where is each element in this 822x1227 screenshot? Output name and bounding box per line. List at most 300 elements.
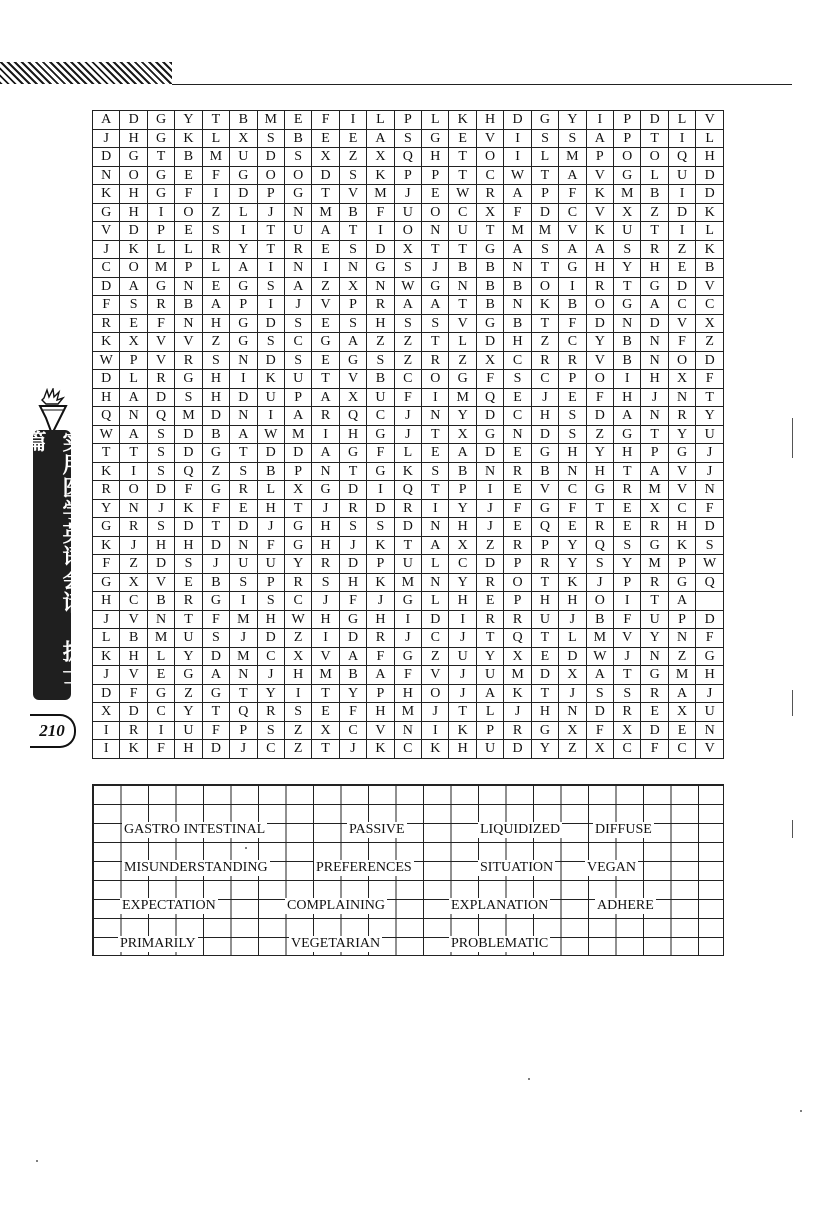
grid-cell: U <box>230 148 257 167</box>
grid-cell: X <box>120 573 147 592</box>
grid-cell: N <box>422 407 449 426</box>
grid-cell: G <box>531 111 558 130</box>
grid-cell: F <box>93 296 120 315</box>
grid-cell: E <box>422 185 449 204</box>
grid-cell: N <box>696 481 724 500</box>
grid-cell: N <box>696 721 724 740</box>
grid-cell: Z <box>531 333 558 352</box>
grid-cell: L <box>531 148 558 167</box>
grid-cell: D <box>696 518 724 537</box>
grid-cell: A <box>202 296 229 315</box>
grid-cell: E <box>559 518 586 537</box>
grid-cell: U <box>476 740 503 759</box>
grid-cell: P <box>531 185 558 204</box>
grid-cell: L <box>394 444 421 463</box>
grid-cell: C <box>559 481 586 500</box>
grid-cell: F <box>202 166 229 185</box>
grid-cell: O <box>422 203 449 222</box>
grid-row <box>93 462 724 481</box>
grid-cell: T <box>312 684 339 703</box>
grid-cell: H <box>202 314 229 333</box>
grid-cell: S <box>230 573 257 592</box>
grid-cell: A <box>339 333 366 352</box>
grid-cell: I <box>422 388 449 407</box>
grid-cell: Q <box>696 573 724 592</box>
grid-cell: E <box>449 129 476 148</box>
grid-cell: N <box>93 166 120 185</box>
grid-cell: U <box>449 222 476 241</box>
grid-cell: V <box>147 333 174 352</box>
grid-cell: G <box>668 444 695 463</box>
grid-cell: K <box>93 333 120 352</box>
grid-cell: E <box>120 314 147 333</box>
grid-cell: T <box>696 388 724 407</box>
grid-cell: A <box>339 647 366 666</box>
grid-cell: E <box>175 222 202 241</box>
grid-cell: J <box>93 610 120 629</box>
grid-cell: C <box>257 740 284 759</box>
grid-cell: G <box>147 277 174 296</box>
grid-cell: J <box>394 629 421 648</box>
grid-cell: G <box>394 647 421 666</box>
grid-cell: H <box>367 703 394 722</box>
grid-cell: H <box>175 740 202 759</box>
grid-cell: R <box>504 721 531 740</box>
grid-cell: B <box>476 259 503 278</box>
grid-cell: R <box>175 351 202 370</box>
grid-cell: G <box>367 425 394 444</box>
grid-cell: H <box>312 518 339 537</box>
grid-cell: F <box>559 314 586 333</box>
grid-cell: R <box>504 610 531 629</box>
grid-cell: E <box>531 647 558 666</box>
grid-cell: V <box>559 222 586 241</box>
grid-cell: R <box>93 481 120 500</box>
grid-cell: O <box>586 296 613 315</box>
grid-cell: B <box>202 573 229 592</box>
grid-cell: O <box>120 166 147 185</box>
grid-cell: A <box>230 425 257 444</box>
grid-cell: A <box>202 666 229 685</box>
grid-cell: E <box>230 499 257 518</box>
grid-cell: X <box>668 703 695 722</box>
grid-cell: T <box>422 240 449 259</box>
grid-cell: M <box>641 555 668 574</box>
grid-cell: O <box>614 148 641 167</box>
grid-cell: P <box>668 555 695 574</box>
grid-cell: Q <box>93 407 120 426</box>
grid-cell: P <box>614 573 641 592</box>
grid-row <box>93 203 724 222</box>
grid-row <box>93 129 724 148</box>
grid-cell: K <box>559 573 586 592</box>
grid-cell: G <box>175 666 202 685</box>
grid-cell: M <box>614 185 641 204</box>
grid-cell: T <box>312 370 339 389</box>
grid-cell: S <box>339 166 366 185</box>
grid-cell: F <box>93 555 120 574</box>
grid-cell: J <box>312 499 339 518</box>
grid-cell: E <box>175 166 202 185</box>
grid-cell: T <box>202 703 229 722</box>
grid-cell: T <box>449 166 476 185</box>
grid-cell: M <box>312 203 339 222</box>
torch-icon <box>30 388 74 436</box>
grid-cell: D <box>531 425 558 444</box>
grid-cell: D <box>257 148 284 167</box>
grid-cell: H <box>339 573 366 592</box>
grid-cell: G <box>284 185 311 204</box>
grid-cell: M <box>202 148 229 167</box>
grid-cell: Y <box>257 684 284 703</box>
grid-cell: Y <box>586 333 613 352</box>
grid-cell: X <box>449 425 476 444</box>
grid-cell: C <box>559 333 586 352</box>
grid-cell: S <box>559 407 586 426</box>
grid-cell: P <box>367 684 394 703</box>
grid-cell: R <box>339 499 366 518</box>
grid-cell: T <box>476 222 503 241</box>
grid-cell: D <box>696 166 724 185</box>
grid-cell: S <box>230 462 257 481</box>
grid-cell: J <box>559 610 586 629</box>
grid-cell: J <box>202 555 229 574</box>
grid-cell: N <box>312 462 339 481</box>
grid-cell: D <box>476 555 503 574</box>
grid-cell: Z <box>559 740 586 759</box>
grid-cell: A <box>586 666 613 685</box>
grid-cell: P <box>614 111 641 130</box>
grid-cell: E <box>476 592 503 611</box>
grid-cell: N <box>394 721 421 740</box>
grid-cell: F <box>559 185 586 204</box>
grid-cell: W <box>696 555 724 574</box>
grid-cell: G <box>367 462 394 481</box>
grid-cell: S <box>147 425 174 444</box>
grid-cell: M <box>230 647 257 666</box>
grid-cell: S <box>586 684 613 703</box>
grid-cell: F <box>175 185 202 204</box>
grid-cell: F <box>202 499 229 518</box>
grid-cell: H <box>614 388 641 407</box>
grid-cell: G <box>147 684 174 703</box>
grid-cell: F <box>367 647 394 666</box>
grid-cell: R <box>93 314 120 333</box>
grid-cell: P <box>175 259 202 278</box>
grid-cell: N <box>422 518 449 537</box>
grid-cell: S <box>614 240 641 259</box>
grid-cell: A <box>504 185 531 204</box>
grid-cell: E <box>312 703 339 722</box>
grid-cell: E <box>312 314 339 333</box>
grid-cell: P <box>284 462 311 481</box>
grid-cell: K <box>257 370 284 389</box>
word-complaining: COMPLAINING <box>287 898 385 913</box>
grid-cell: K <box>120 740 147 759</box>
grid-cell: L <box>422 592 449 611</box>
grid-cell: R <box>559 351 586 370</box>
grid-cell: B <box>476 296 503 315</box>
grid-cell: K <box>586 222 613 241</box>
grid-cell: T <box>147 148 174 167</box>
grid-cell: J <box>230 740 257 759</box>
grid-cell: V <box>175 333 202 352</box>
grid-cell: G <box>394 592 421 611</box>
grid-cell: Y <box>559 536 586 555</box>
grid-cell: E <box>504 481 531 500</box>
grid-cell: G <box>339 351 366 370</box>
grid-cell: L <box>641 166 668 185</box>
grid-cell: U <box>394 203 421 222</box>
grid-cell: N <box>559 703 586 722</box>
grid-cell: D <box>202 407 229 426</box>
grid-cell: M <box>394 573 421 592</box>
grid-cell: L <box>696 222 724 241</box>
grid-cell: A <box>312 444 339 463</box>
grid-cell: D <box>312 166 339 185</box>
grid-cell: S <box>614 536 641 555</box>
grid-cell: G <box>284 518 311 537</box>
grid-cell: H <box>339 425 366 444</box>
grid-cell: M <box>257 111 284 130</box>
grid-cell: P <box>147 222 174 241</box>
grid-cell: J <box>257 203 284 222</box>
grid-cell: R <box>284 573 311 592</box>
grid-cell: D <box>394 518 421 537</box>
grid-cell: L <box>120 370 147 389</box>
grid-cell: Z <box>668 240 695 259</box>
grid-cell: U <box>257 388 284 407</box>
grid-cell: Z <box>175 684 202 703</box>
grid-cell: S <box>284 703 311 722</box>
grid-cell: O <box>422 370 449 389</box>
grid-cell: S <box>531 129 558 148</box>
grid-cell: S <box>147 518 174 537</box>
grid-cell: Q <box>230 703 257 722</box>
grid-cell: S <box>147 444 174 463</box>
grid-cell: Y <box>559 555 586 574</box>
grid-cell: J <box>476 518 503 537</box>
grid-cell: X <box>641 499 668 518</box>
grid-cell: A <box>586 240 613 259</box>
grid-cell: B <box>449 462 476 481</box>
grid-cell: S <box>394 129 421 148</box>
grid-cell: T <box>230 684 257 703</box>
grid-cell: J <box>614 647 641 666</box>
grid-cell: F <box>696 499 724 518</box>
grid-cell: T <box>422 425 449 444</box>
grid-cell: L <box>422 111 449 130</box>
grid-cell: D <box>257 351 284 370</box>
grid-cell: R <box>147 370 174 389</box>
grid-cell: F <box>147 314 174 333</box>
grid-cell: X <box>394 240 421 259</box>
grid-cell: M <box>449 388 476 407</box>
grid-cell: Z <box>284 740 311 759</box>
grid-cell: D <box>175 444 202 463</box>
grid-cell: P <box>586 148 613 167</box>
grid-row <box>93 111 724 130</box>
grid-cell: C <box>504 351 531 370</box>
grid-cell: C <box>614 740 641 759</box>
grid-cell: J <box>476 499 503 518</box>
grid-cell: I <box>230 222 257 241</box>
grid-cell: S <box>120 296 147 315</box>
grid-cell: P <box>531 536 558 555</box>
grid-cell: G <box>202 444 229 463</box>
grid-cell: R <box>531 555 558 574</box>
grid-cell: E <box>504 518 531 537</box>
grid-cell: I <box>339 111 366 130</box>
grid-cell: G <box>367 259 394 278</box>
grid-cell: H <box>202 388 229 407</box>
grid-cell: H <box>147 536 174 555</box>
grid-cell: H <box>284 666 311 685</box>
grid-cell: A <box>394 296 421 315</box>
grid-cell: H <box>696 666 724 685</box>
grid-cell: X <box>586 740 613 759</box>
grid-cell: G <box>614 296 641 315</box>
grid-cell: D <box>531 203 558 222</box>
grid-cell: F <box>504 203 531 222</box>
grid-cell: V <box>531 481 558 500</box>
grid-cell: X <box>339 277 366 296</box>
grid-cell: F <box>504 499 531 518</box>
grid-cell: N <box>120 407 147 426</box>
word-problematic: PROBLEMATIC <box>451 936 549 951</box>
grid-cell: W <box>284 610 311 629</box>
word-passive: PASSIVE <box>349 822 405 837</box>
grid-cell: B <box>531 462 558 481</box>
grid-cell: G <box>147 185 174 204</box>
grid-cell: J <box>257 666 284 685</box>
grid-cell: T <box>312 740 339 759</box>
grid-cell: I <box>284 684 311 703</box>
grid-cell: I <box>559 277 586 296</box>
grid-cell: N <box>641 647 668 666</box>
grid-cell: K <box>449 111 476 130</box>
grid-cell: O <box>422 684 449 703</box>
grid-cell: Y <box>449 573 476 592</box>
grid-cell: J <box>422 259 449 278</box>
grid-cell: V <box>93 222 120 241</box>
grid-cell: G <box>230 333 257 352</box>
grid-cell: T <box>641 592 668 611</box>
grid-cell: R <box>394 499 421 518</box>
grid-cell: A <box>284 277 311 296</box>
grid-cell: E <box>422 444 449 463</box>
grid-cell: T <box>394 536 421 555</box>
grid-cell: U <box>257 555 284 574</box>
grid-cell: N <box>422 573 449 592</box>
grid-cell: D <box>257 314 284 333</box>
grid-cell: R <box>641 518 668 537</box>
grid-cell: A <box>93 111 120 130</box>
grid-cell: Z <box>284 629 311 648</box>
grid-cell: G <box>614 425 641 444</box>
grid-cell: C <box>284 592 311 611</box>
grid-cell: Q <box>668 148 695 167</box>
grid-cell: N <box>175 314 202 333</box>
grid-cell: G <box>230 166 257 185</box>
scan-mark <box>792 418 793 458</box>
grid-cell: Z <box>476 536 503 555</box>
grid-cell: S <box>504 370 531 389</box>
grid-cell: J <box>696 444 724 463</box>
scan-speck <box>245 847 247 849</box>
grid-cell: C <box>257 647 284 666</box>
grid-cell: Q <box>504 629 531 648</box>
grid-cell: E <box>284 111 311 130</box>
grid-cell: Y <box>559 111 586 130</box>
grid-cell: J <box>339 536 366 555</box>
grid-cell: J <box>559 684 586 703</box>
grid-cell: V <box>422 666 449 685</box>
grid-cell: G <box>586 481 613 500</box>
grid-cell: H <box>120 203 147 222</box>
grid-cell: B <box>339 203 366 222</box>
grid-cell: B <box>202 425 229 444</box>
header-rule <box>172 84 792 85</box>
grid-cell: V <box>614 629 641 648</box>
grid-cell: E <box>339 129 366 148</box>
grid-cell: J <box>394 185 421 204</box>
grid-cell: I <box>422 721 449 740</box>
grid-cell: C <box>696 296 724 315</box>
grid-cell: G <box>202 684 229 703</box>
grid-cell: H <box>312 610 339 629</box>
grid-cell: C <box>339 721 366 740</box>
grid-cell: K <box>504 684 531 703</box>
grid-cell: V <box>147 351 174 370</box>
grid-cell: K <box>120 240 147 259</box>
grid-cell: N <box>449 277 476 296</box>
grid-cell: K <box>367 536 394 555</box>
grid-cell: Z <box>449 351 476 370</box>
grid-cell: E <box>312 351 339 370</box>
grid-cell: V <box>586 351 613 370</box>
grid-cell: Y <box>339 684 366 703</box>
grid-cell: D <box>202 647 229 666</box>
grid-cell: P <box>449 481 476 500</box>
grid-cell: I <box>93 740 120 759</box>
grid-cell: K <box>93 185 120 204</box>
grid-cell: P <box>668 610 695 629</box>
grid-cell: D <box>147 555 174 574</box>
grid-cell: S <box>175 555 202 574</box>
grid-cell: Z <box>394 351 421 370</box>
grid-cell: Q <box>394 148 421 167</box>
grid-cell: I <box>312 259 339 278</box>
grid-row <box>93 684 724 703</box>
grid-cell: N <box>284 203 311 222</box>
grid-cell: Z <box>284 721 311 740</box>
grid-cell: P <box>339 296 366 315</box>
grid-cell: Z <box>202 462 229 481</box>
grid-cell: P <box>641 444 668 463</box>
grid-cell: D <box>175 518 202 537</box>
grid-cell: Z <box>586 425 613 444</box>
grid-cell: M <box>394 703 421 722</box>
grid-row <box>93 277 724 296</box>
grid-cell: P <box>614 129 641 148</box>
grid-cell: X <box>93 703 120 722</box>
grid-cell: H <box>559 444 586 463</box>
grid-cell: M <box>531 222 558 241</box>
grid-cell: D <box>696 185 724 204</box>
grid-cell: H <box>394 684 421 703</box>
grid-cell: D <box>230 185 257 204</box>
